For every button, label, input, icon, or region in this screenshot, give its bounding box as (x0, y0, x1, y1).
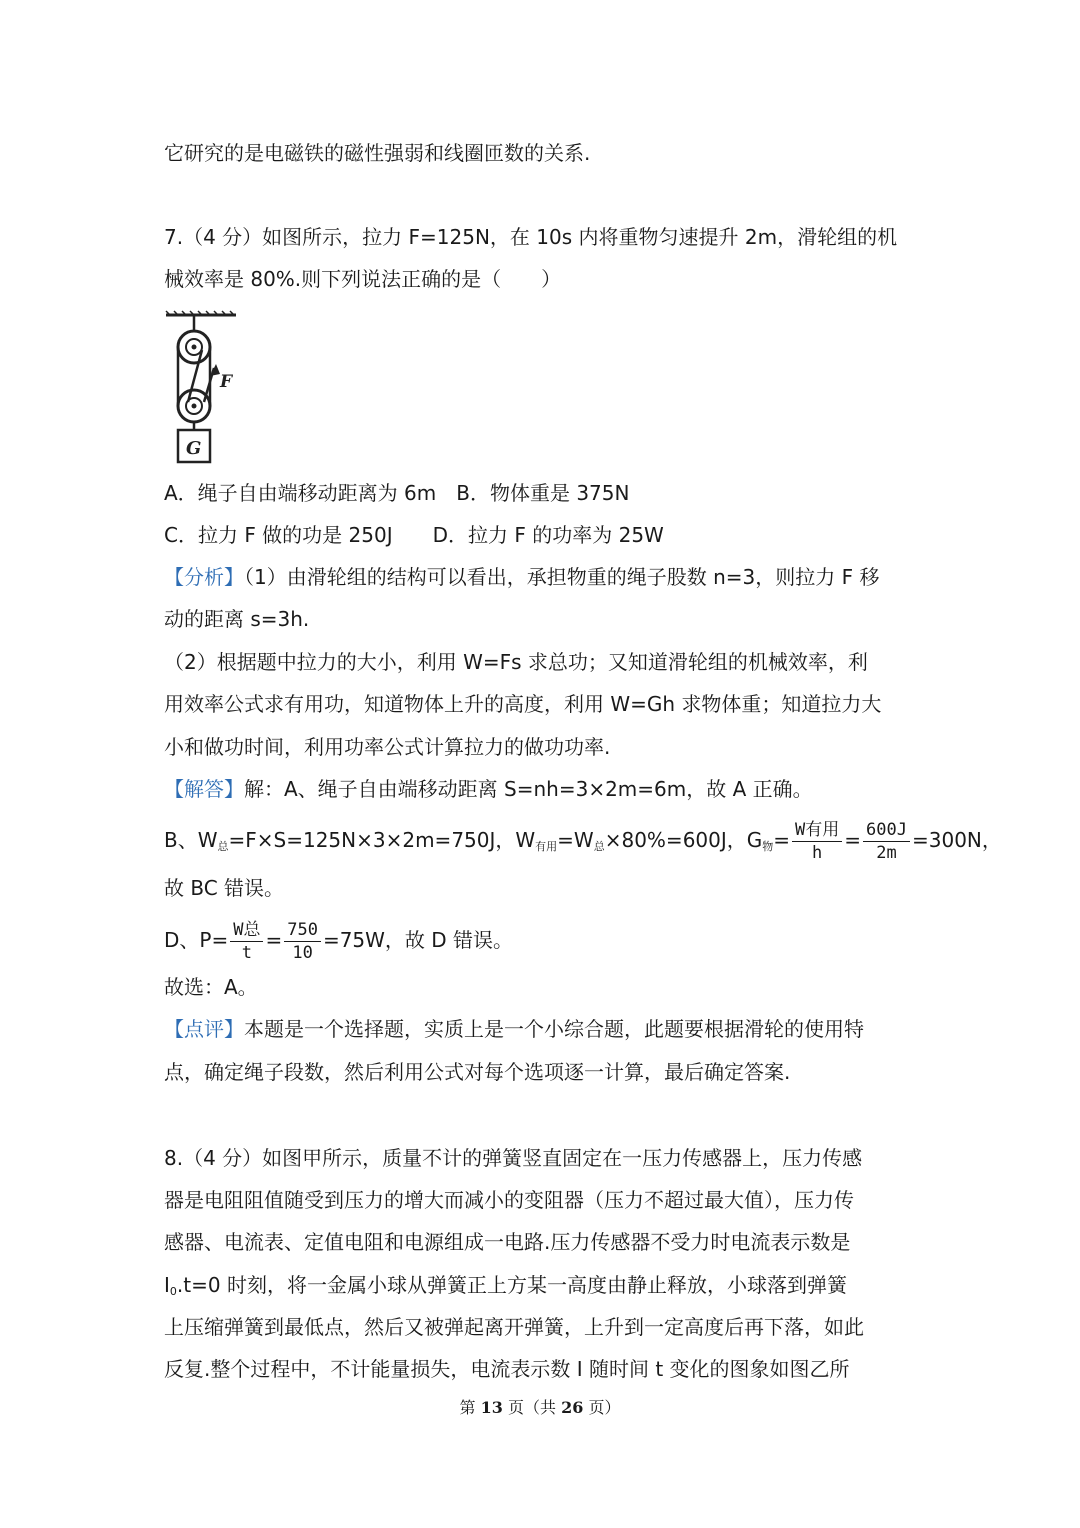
page-footer (0, 1395, 1080, 1418)
analysis-tag: 【分析】 (164, 565, 244, 589)
total-pages: 26 (561, 1398, 584, 1417)
pulley-figure (164, 310, 244, 466)
force-label-F: F (220, 372, 233, 392)
subscript: 0 (169, 1285, 177, 1298)
solution-text: 解：A、绳子自由端移动距离 S=nh=3×2m=6m，故 A 正确。 (244, 777, 813, 801)
numerator: 750 (284, 919, 321, 942)
text: I (164, 1273, 170, 1297)
q7-comment-line1 (164, 1014, 864, 1044)
text: =75W，故 D 错误。 (322, 928, 514, 952)
q7-solution-b (164, 812, 1002, 875)
text: ×80%=600J，G (604, 828, 763, 852)
q8-line3: 感器、电流表、定值电阻和电源组成一电路.压力传感器不受力时电流表示数是 (164, 1230, 851, 1254)
fraction (230, 919, 263, 964)
q7-analysis-line2: 动的距离 s=3h. (164, 607, 310, 631)
paragraph-top: 它研究的是电磁铁的磁性强弱和线圈匝数的关系. (164, 141, 591, 165)
subscript: 有用 (535, 840, 558, 853)
subscript: 物 (762, 840, 774, 853)
weight-label-G: G (186, 438, 202, 459)
numerator: W总 (230, 919, 263, 942)
text: D、P= (164, 928, 229, 952)
text: =W (557, 828, 594, 852)
text: .t=0 时刻，将一金属小球从弹簧正上方某一高度由静止释放，小球落到弹簧 (176, 1273, 847, 1297)
denominator: t (241, 943, 252, 963)
q8-line4 (164, 1270, 847, 1307)
q7-solution-line1 (164, 774, 813, 804)
text: =F×S=125N×3×2m=750J，W (228, 828, 536, 852)
page-number: 13 (480, 1398, 503, 1417)
text: 第 (459, 1398, 481, 1417)
fraction (863, 819, 910, 864)
fraction (792, 819, 842, 864)
q7-analysis-line1 (164, 562, 879, 592)
q8-line5: 上压缩弹簧到最低点，然后又被弹起离开弹簧，上升到一定高度后再下落，如此 (164, 1315, 864, 1339)
numerator: 600J (863, 819, 910, 842)
analysis-text: （1）由滑轮组的结构可以看出，承担物重的绳子股数 n=3，则拉力 F 移 (244, 565, 880, 589)
subscript: 总 (217, 840, 229, 853)
q7-solution-b-end: 故 BC 错误。 (164, 876, 285, 900)
q7-analysis-line5: 小和做功时间，利用功率公式计算拉力的做功功率. (164, 735, 611, 759)
text: = (844, 828, 862, 852)
force-arrow-icon (210, 364, 220, 376)
comment-tag: 【点评】 (164, 1017, 244, 1041)
denominator: 10 (292, 943, 313, 963)
q7-stem-line2: 械效率是 80%.则下列说法正确的是（ ） (164, 267, 562, 291)
q7-choice: 故选：A。 (164, 975, 258, 999)
q8-line6: 反复.整个过程中，不计能量损失，电流表示数 I 随时间 t 变化的图象如图乙所 (164, 1357, 850, 1381)
q7-solution-d (164, 912, 513, 968)
text: 页（共 (502, 1398, 562, 1417)
solution-tag: 【解答】 (164, 777, 244, 801)
numerator: W有用 (792, 819, 842, 842)
denominator: h (812, 843, 823, 863)
q7-analysis-line4: 用效率公式求有用功，知道物体上升的高度，利用 W=Gh 求物体重；知道拉力大 (164, 692, 882, 716)
q7-options-ab: A．绳子自由端移动距离为 6m B．物体重是 375N (164, 481, 630, 505)
q7-analysis-line3: （2）根据题中拉力的大小，利用 W=Fs 求总功；又知道滑轮组的机械效率，利 (164, 650, 868, 674)
q7-comment-line2: 点，确定绳子段数，然后利用公式对每个选项逐一计算，最后确定答案. (164, 1060, 791, 1084)
q8-line2: 器是电阻阻值随受到压力的增大而减小的变阻器（压力不超过最大值），压力传 (164, 1188, 854, 1212)
text: = (773, 828, 791, 852)
fraction (284, 919, 321, 964)
text: B、W (164, 828, 218, 852)
comment-text: 本题是一个选择题，实质上是一个小综合题，此题要根据滑轮的使用特 (244, 1017, 864, 1041)
subscript: 总 (593, 840, 605, 853)
q7-options-cd: C．拉力 F 做的功是 250J D．拉力 F 的功率为 25W (164, 523, 664, 547)
text: =300N， (912, 828, 1002, 852)
q8-line1: 8.（4 分）如图甲所示，质量不计的弹簧竖直固定在一压力传感器上，压力传感 (164, 1146, 863, 1170)
text: 页） (583, 1398, 621, 1417)
denominator: 2m (876, 843, 897, 863)
q7-stem-line1: 7.（4 分）如图所示，拉力 F=125N，在 10s 内将重物匀速提升 2m，滑轮组的机 (164, 225, 898, 249)
text: = (265, 928, 283, 952)
